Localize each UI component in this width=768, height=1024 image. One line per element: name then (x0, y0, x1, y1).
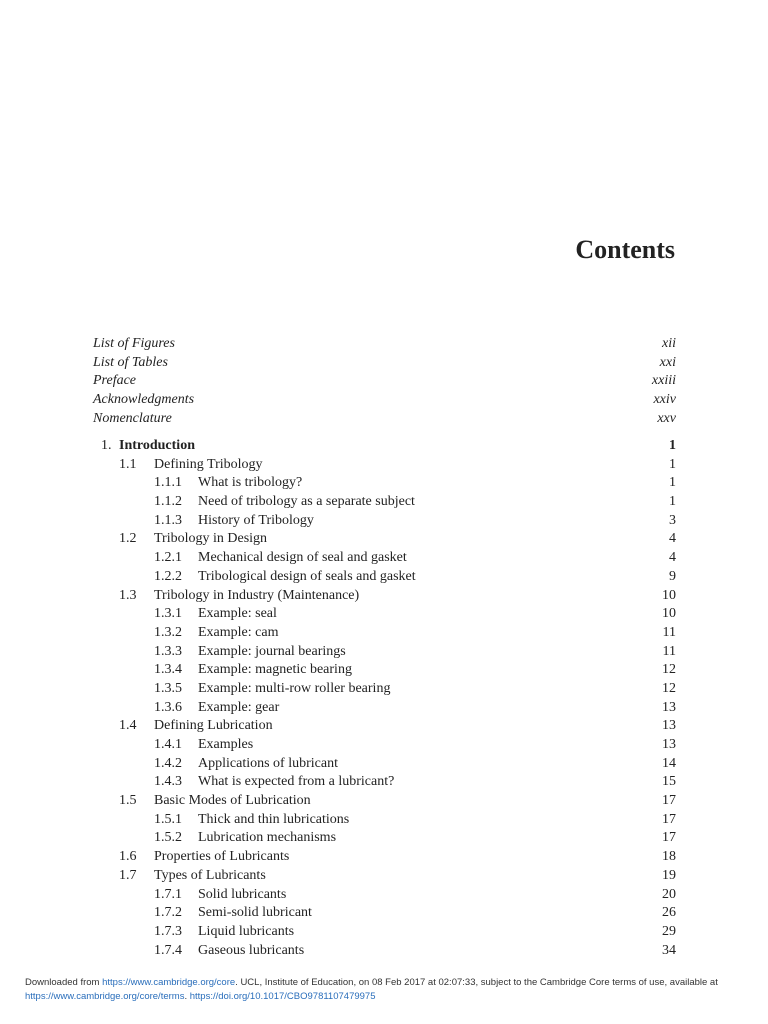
toc-number: 1.7.1 (154, 886, 182, 902)
toc-number: 1.5 (119, 793, 137, 809)
toc-label: Example: journal bearings (198, 643, 346, 659)
toc-number: 1.3.2 (154, 624, 182, 640)
toc-page: 17 (662, 793, 676, 809)
toc-subsection[interactable] (93, 568, 676, 587)
entry-label: List of Tables (93, 354, 168, 370)
toc-number: 1.3.6 (154, 699, 182, 715)
toc-label: Example: cam (198, 624, 279, 640)
toc-label: Thick and thin lubrications (198, 811, 350, 827)
toc-label: Tribological design of seals and gasket (198, 568, 416, 584)
toc-label: Mechanical design of seal and gasket (198, 550, 407, 566)
toc-page: 12 (662, 680, 676, 696)
toc-number: 1.1.1 (154, 475, 182, 491)
front-matter-entry[interactable] (93, 372, 676, 391)
toc-label: Need of tribology as a separate subject (198, 494, 415, 510)
toc-number: 1.3 (119, 587, 137, 603)
footer-separator: . (184, 991, 190, 1002)
toc-page: 29 (662, 923, 676, 939)
front-matter-entry[interactable] (93, 410, 676, 429)
toc-page: 9 (669, 568, 676, 584)
front-matter-entry[interactable] (93, 354, 676, 373)
toc-label: Example: gear (198, 699, 280, 715)
entry-page: xxiv (653, 392, 676, 408)
toc-label: Semi-solid lubricant (198, 905, 312, 921)
toc-section[interactable] (93, 456, 676, 475)
cambridge-core-link[interactable]: https://www.cambridge.org/core (102, 977, 236, 988)
toc-page: 10 (662, 606, 676, 622)
toc-label: History of Tribology (198, 512, 314, 528)
toc-label: Introduction (119, 438, 195, 453)
toc-number: 1.7.2 (154, 905, 182, 921)
download-footer (25, 976, 745, 1004)
toc-page: 34 (662, 942, 676, 958)
front-matter-list (93, 335, 676, 428)
toc-page: 1 (669, 438, 676, 453)
toc-label: Defining Lubrication (154, 718, 273, 734)
toc-label: Gaseous lubricants (198, 942, 305, 958)
toc-number: 1.1 (119, 456, 137, 472)
toc-label: Applications of lubricant (198, 755, 338, 771)
toc-page: 14 (662, 755, 676, 771)
toc-subsection[interactable] (93, 624, 676, 643)
toc-page: 13 (662, 699, 676, 715)
entry-label: Acknowledgments (93, 392, 195, 408)
toc-section[interactable] (93, 587, 676, 606)
toc-chapter[interactable] (93, 437, 676, 456)
toc-subsection[interactable] (93, 811, 676, 830)
toc-subsection[interactable] (93, 923, 676, 942)
toc-number: 1.4 (119, 718, 137, 734)
toc-number: 1.2 (119, 531, 137, 547)
toc-page: 1 (669, 494, 676, 510)
toc-page: 3 (669, 512, 676, 528)
toc-subsection[interactable] (93, 474, 676, 493)
toc-page: 4 (669, 531, 676, 547)
toc-page: 15 (662, 774, 676, 790)
toc-number: 1. (101, 438, 112, 453)
toc-section[interactable] (93, 792, 676, 811)
toc-label: Defining Tribology (154, 456, 263, 472)
toc-section[interactable] (93, 867, 676, 886)
footer-prefix: Downloaded from (25, 977, 103, 988)
toc-number: 1.1.3 (154, 512, 182, 528)
toc-number: 1.2.1 (154, 550, 182, 566)
toc-label: Tribology in Design (154, 531, 268, 547)
toc-number: 1.4.3 (154, 774, 182, 790)
toc-page: 1 (669, 456, 676, 472)
toc-number: 1.3.4 (154, 662, 182, 678)
toc-number: 1.3.1 (154, 606, 182, 622)
toc-label: Solid lubricants (198, 886, 287, 902)
toc-number: 1.3.3 (154, 643, 182, 659)
toc-page: 17 (662, 811, 676, 827)
toc-subsection[interactable] (93, 904, 676, 923)
toc-page: 10 (662, 587, 676, 603)
toc-page: 11 (662, 643, 676, 659)
toc-label: Tribology in Industry (Maintenance) (154, 587, 360, 603)
toc-number: 1.4.2 (154, 755, 182, 771)
toc-number: 1.6 (119, 849, 137, 865)
toc-subsection[interactable] (93, 773, 676, 792)
toc-page: 12 (662, 662, 676, 678)
entry-label: Nomenclature (93, 410, 172, 426)
toc-subsection[interactable] (93, 549, 676, 568)
toc-subsection[interactable] (93, 829, 676, 848)
toc-page: 13 (662, 718, 676, 734)
footer-notice: . UCL, Institute of Education, on 08 Feb 2017 at 02:07:33, subject to the Cambridge Core terms of use, available at (235, 977, 718, 988)
entry-label: Preface (93, 373, 137, 389)
entry-page: xxv (657, 410, 676, 426)
front-matter-entry[interactable] (93, 391, 676, 410)
entry-page: xxiii (651, 373, 676, 389)
toc-page: 20 (662, 886, 676, 902)
toc-label: Example: magnetic bearing (198, 662, 352, 678)
terms-link[interactable]: https://www.cambridge.org/core/terms (25, 991, 185, 1002)
toc-label: Properties of Lubricants (154, 849, 290, 865)
page-title: Contents (575, 235, 675, 264)
toc-label: What is expected from a lubricant? (198, 774, 395, 790)
toc-page: 4 (669, 550, 676, 566)
toc-subsection[interactable] (93, 493, 676, 512)
toc-number: 1.2.2 (154, 568, 182, 584)
toc-number: 1.7.3 (154, 923, 182, 939)
toc-label: What is tribology? (198, 475, 303, 491)
front-matter-entry[interactable] (93, 335, 676, 354)
toc-subsection[interactable] (93, 661, 676, 680)
toc-number: 1.5.2 (154, 830, 182, 846)
toc-subsection[interactable] (93, 643, 676, 662)
toc-page: 18 (662, 849, 676, 865)
toc-list (93, 437, 676, 960)
toc-label: Basic Modes of Lubrication (154, 793, 311, 809)
toc-section[interactable] (93, 717, 676, 736)
toc-page: 13 (662, 737, 676, 752)
entry-page: xxi (659, 354, 676, 370)
toc-page: 17 (662, 830, 676, 846)
toc-page: 26 (662, 905, 676, 921)
entry-page: xii (662, 336, 676, 351)
toc-label: Examples (198, 737, 254, 752)
toc-subsection[interactable] (93, 605, 676, 624)
toc-label: Example: seal (198, 606, 277, 622)
toc-subsection[interactable] (93, 512, 676, 531)
toc-label: Types of Lubricants (154, 867, 266, 883)
toc-number: 1.7.4 (154, 942, 182, 958)
toc-label: Example: multi-row roller bearing (198, 680, 391, 696)
toc-page: 11 (662, 624, 676, 640)
toc-subsection[interactable] (93, 942, 676, 961)
toc-subsection[interactable] (93, 886, 676, 905)
toc-subsection[interactable] (93, 755, 676, 774)
toc-section[interactable] (93, 848, 676, 867)
toc-subsection[interactable] (93, 699, 676, 718)
toc-subsection[interactable] (93, 680, 676, 699)
toc-number: 1.4.1 (154, 737, 182, 752)
doi-link[interactable]: https://doi.org/10.1017/CBO9781107479975 (189, 991, 376, 1002)
toc-page: 1 (669, 475, 676, 491)
toc-subsection[interactable] (93, 736, 676, 755)
toc-page: 19 (662, 867, 676, 883)
toc-number: 1.7 (119, 867, 137, 883)
toc-number: 1.5.1 (154, 811, 182, 827)
toc-number: 1.3.5 (154, 680, 182, 696)
toc-label: Liquid lubricants (198, 923, 295, 939)
entry-label: List of Figures (93, 336, 175, 351)
toc-number: 1.1.2 (154, 494, 182, 510)
toc-label: Lubrication mechanisms (198, 830, 337, 846)
toc-section[interactable] (93, 530, 676, 549)
